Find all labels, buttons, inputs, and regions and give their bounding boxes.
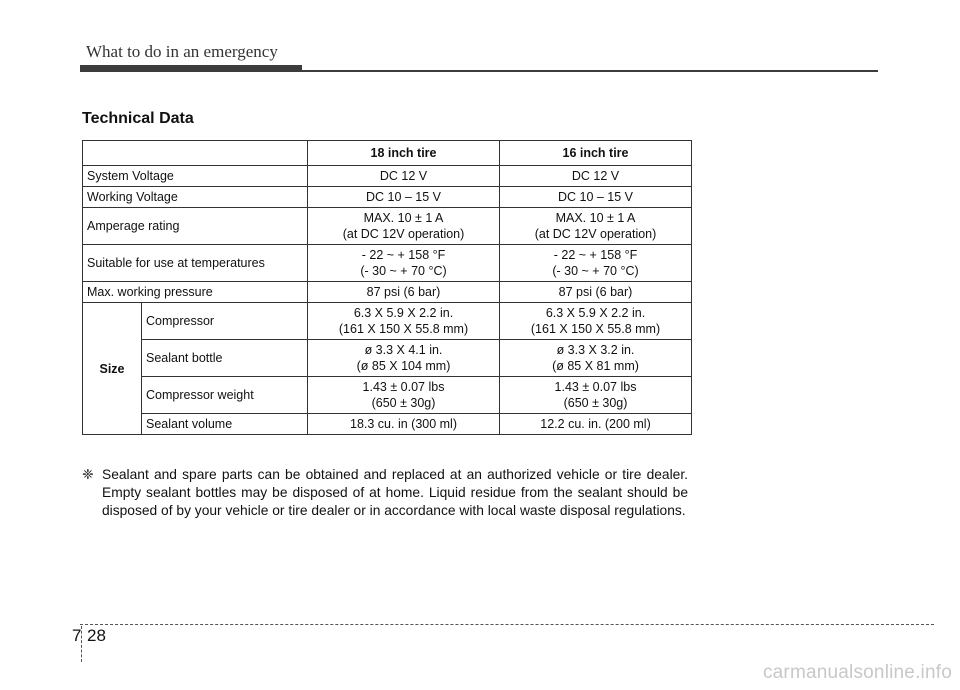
value-16-inch	[500, 377, 692, 414]
value-line: (ø 85 X 104 mm)	[356, 359, 451, 373]
value-line: (650 ± 30g)	[371, 396, 436, 410]
value-16-inch: DC 12 V	[500, 166, 692, 187]
row-label: System Voltage	[83, 166, 308, 187]
value-line: ø 3.3 X 3.2 in.	[556, 343, 635, 357]
value-18-inch	[308, 303, 500, 340]
value-line: (161 X 150 X 55.8 mm)	[338, 322, 469, 336]
table-row	[83, 282, 692, 303]
value-line: MAX. 10 ± 1 A	[363, 211, 444, 225]
value-line: (650 ± 30g)	[563, 396, 628, 410]
table-row	[83, 303, 692, 340]
value-16-inch	[500, 340, 692, 377]
value-line: MAX. 10 ± 1 A	[555, 211, 636, 225]
table-row	[83, 166, 692, 187]
sealant-note	[82, 466, 688, 520]
technical-data-table	[82, 140, 692, 435]
table-row	[83, 208, 692, 245]
table-row	[83, 245, 692, 282]
watermark: carmanualsonline.info	[762, 662, 952, 683]
note-text: Sealant and spare parts can be obtained and replaced at an authorized vehicle or tire dealer. Empty sealant bottles may be disposed of at home. Liquid residue from the sealant should be disposed of by your vehicle or tire dealer or in accordance with local waste disposal regulations.	[102, 467, 688, 518]
value-16-inch: 12.2 cu. in. (200 ml)	[500, 414, 692, 435]
value-18-inch: 18.3 cu. in (300 ml)	[308, 414, 500, 435]
value-16-inch: 87 psi (6 bar)	[500, 282, 692, 303]
row-label: Compressor	[142, 303, 308, 340]
table-row	[83, 414, 692, 435]
row-label: Compressor weight	[142, 377, 308, 414]
value-16-inch: DC 10 – 15 V	[500, 187, 692, 208]
value-line: 6.3 X 5.9 X 2.2 in.	[545, 306, 646, 320]
row-label: Max. working pressure	[83, 282, 308, 303]
value-18-inch	[308, 245, 500, 282]
value-line: (161 X 150 X 55.8 mm)	[530, 322, 661, 336]
value-line: (at DC 12V operation)	[342, 227, 465, 241]
value-18-inch: 87 psi (6 bar)	[308, 282, 500, 303]
table-row	[83, 377, 692, 414]
value-16-inch	[500, 208, 692, 245]
header-cell-16-inch: 16 inch tire	[500, 141, 692, 166]
value-16-inch	[500, 303, 692, 340]
header-title: What to do in an emergency	[86, 42, 278, 61]
header-cell-empty	[83, 141, 308, 166]
header-cell-18-inch: 18 inch tire	[308, 141, 500, 166]
table-header-row	[83, 141, 692, 166]
value-18-inch: DC 12 V	[308, 166, 500, 187]
chapter-number: 7	[72, 626, 82, 645]
value-18-inch	[308, 377, 500, 414]
value-18-inch	[308, 208, 500, 245]
value-line: (at DC 12V operation)	[534, 227, 657, 241]
value-18-inch: DC 10 – 15 V	[308, 187, 500, 208]
value-line: (- 30 ~ + 70 °C)	[552, 264, 639, 278]
note-symbol-icon: ❈	[82, 467, 94, 482]
table-row	[83, 340, 692, 377]
row-label: Working Voltage	[83, 187, 308, 208]
table-row	[83, 187, 692, 208]
section-title: Technical Data	[82, 110, 194, 127]
row-label: Sealant bottle	[142, 340, 308, 377]
row-label: Amperage rating	[83, 208, 308, 245]
value-line: 1.43 ± 0.07 lbs	[362, 380, 445, 394]
footer-rule	[80, 624, 934, 625]
value-line: (- 30 ~ + 70 °C)	[360, 264, 447, 278]
value-line: - 22 ~ + 158 °F	[361, 248, 446, 262]
row-label: Sealant volume	[142, 414, 308, 435]
page-number: 28	[87, 626, 106, 645]
value-line: 1.43 ± 0.07 lbs	[554, 380, 637, 394]
value-16-inch	[500, 245, 692, 282]
header-rule	[80, 70, 878, 72]
value-18-inch	[308, 340, 500, 377]
value-line: 6.3 X 5.9 X 2.2 in.	[353, 306, 454, 320]
row-label: Suitable for use at temperatures	[83, 245, 308, 282]
value-line: ø 3.3 X 4.1 in.	[364, 343, 443, 357]
value-line: (ø 85 X 81 mm)	[552, 359, 639, 373]
size-group-label: Size	[83, 303, 142, 435]
value-line: - 22 ~ + 158 °F	[553, 248, 638, 262]
